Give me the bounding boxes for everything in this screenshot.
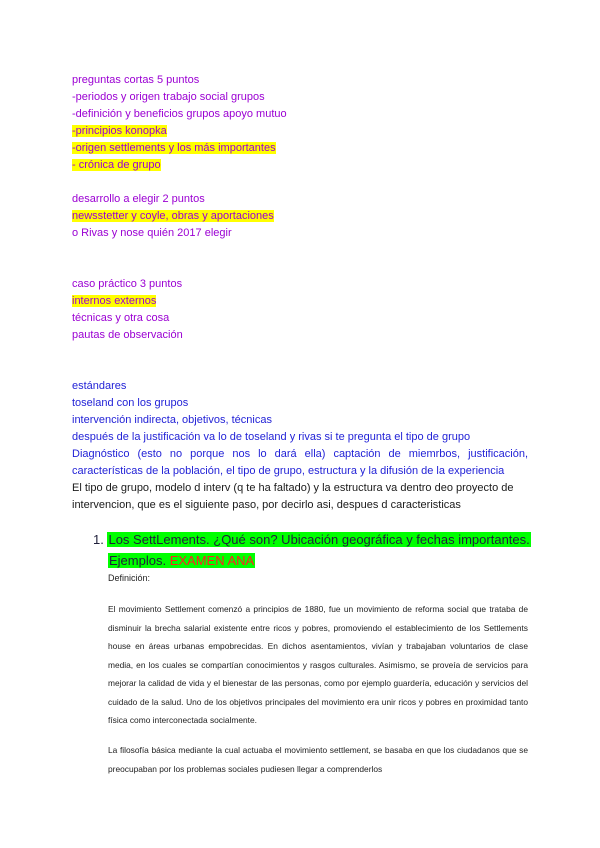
- standards-line: toseland con los grupos: [72, 397, 189, 409]
- practical-case-item: técnicas y otra cosa: [72, 312, 170, 324]
- standards-note-line: El tipo de grupo, modelo d interv (q te ha faltado) y la estructura va dentro deo proyecto de: [72, 482, 514, 494]
- standards-note-line: intervencion, que es el siguiente paso, por decirlo asi, despues d caracteristicas: [72, 499, 461, 511]
- standards-line: Diagnóstico (esto no porque nos lo dará ella) captación de miemrbos, justificación,: [72, 448, 528, 460]
- development-title: desarrollo a elegir 2 puntos: [72, 193, 205, 205]
- highlighted-text: internos externos: [72, 295, 157, 307]
- short-question-item: [72, 124, 167, 138]
- examples-label: Ejemplos.: [109, 553, 167, 568]
- highlighted-text: -principios konopka: [72, 125, 167, 137]
- short-questions-title: preguntas cortas 5 puntos: [72, 74, 200, 86]
- section-body: [108, 600, 528, 730]
- standards-line: intervención indirecta, objetivos, técnicas: [72, 414, 272, 426]
- practical-case-title: caso práctico 3 puntos: [72, 278, 183, 290]
- development-item: [72, 209, 274, 223]
- practical-case-item: pautas de observación: [72, 329, 183, 341]
- standards-line: estándares: [72, 380, 127, 392]
- section-heading-line2: [108, 551, 255, 570]
- practical-case-item: [72, 294, 156, 308]
- short-question-item: [72, 141, 276, 155]
- exam-tag: EXAMEN ANA: [169, 553, 255, 568]
- short-question-item: -periodos y origen trabajo social grupos: [72, 91, 265, 103]
- development-item: o Rivas y nose quién 2017 elegir: [72, 227, 232, 239]
- section-number: 1.: [93, 532, 104, 547]
- standards-line: características de la población, el tipo de grupo, estructura y la difusión de la experiencia: [72, 465, 505, 477]
- paragraph: El movimiento Settlement comenzó a principios de 1880, fue un movimiento de reforma social que trataba de disminuir la brecha salarial existente entre ricos y pobres, promoviendo el establecimiento de los Settlements house en áreas urbanas empobrecidas. En dichos asentamientos, vivían y trabajaban voluntarios de clase media, en los cuales se compartían conocimientos y rasgos culturales. Asimismo, se proveía de servicios para mejorar la calidad de vida y el bienestar de las personas, como por ejemplo guardería, educación y servicios del cuidado de la salud. Uno de los objetivos principales del movimiento era unir ricos y pobres en proximidad tanto física como interconectada socialmente.: [108, 604, 528, 725]
- definition-label: Definición:: [108, 573, 151, 583]
- paragraph: La filosofía básica mediante la cual actuaba el movimiento settlement, se basaba en que los ciudadanos que se preocupaban por los problemas sociales pudiesen llegar a comprenderlos: [108, 745, 528, 774]
- short-question-item: [72, 158, 161, 172]
- section-heading-text: [108, 553, 255, 568]
- section-heading: [93, 530, 531, 549]
- short-question-item: -definición y beneficios grupos apoyo mutuo: [72, 108, 287, 120]
- standards-line: después de la justificación va lo de toseland y rivas si te pregunta el tipo de grupo: [72, 431, 471, 443]
- highlighted-text: newsstetter y coyle, obras y aportaciones: [72, 210, 274, 222]
- section-heading-text: Los SettLements. ¿Qué son? Ubicación geográfica y fechas importantes.: [108, 532, 530, 547]
- highlighted-text: -origen settlements y los más importantes: [72, 142, 276, 154]
- highlighted-text: - crónica de grupo: [72, 159, 161, 171]
- section-body: [108, 741, 528, 778]
